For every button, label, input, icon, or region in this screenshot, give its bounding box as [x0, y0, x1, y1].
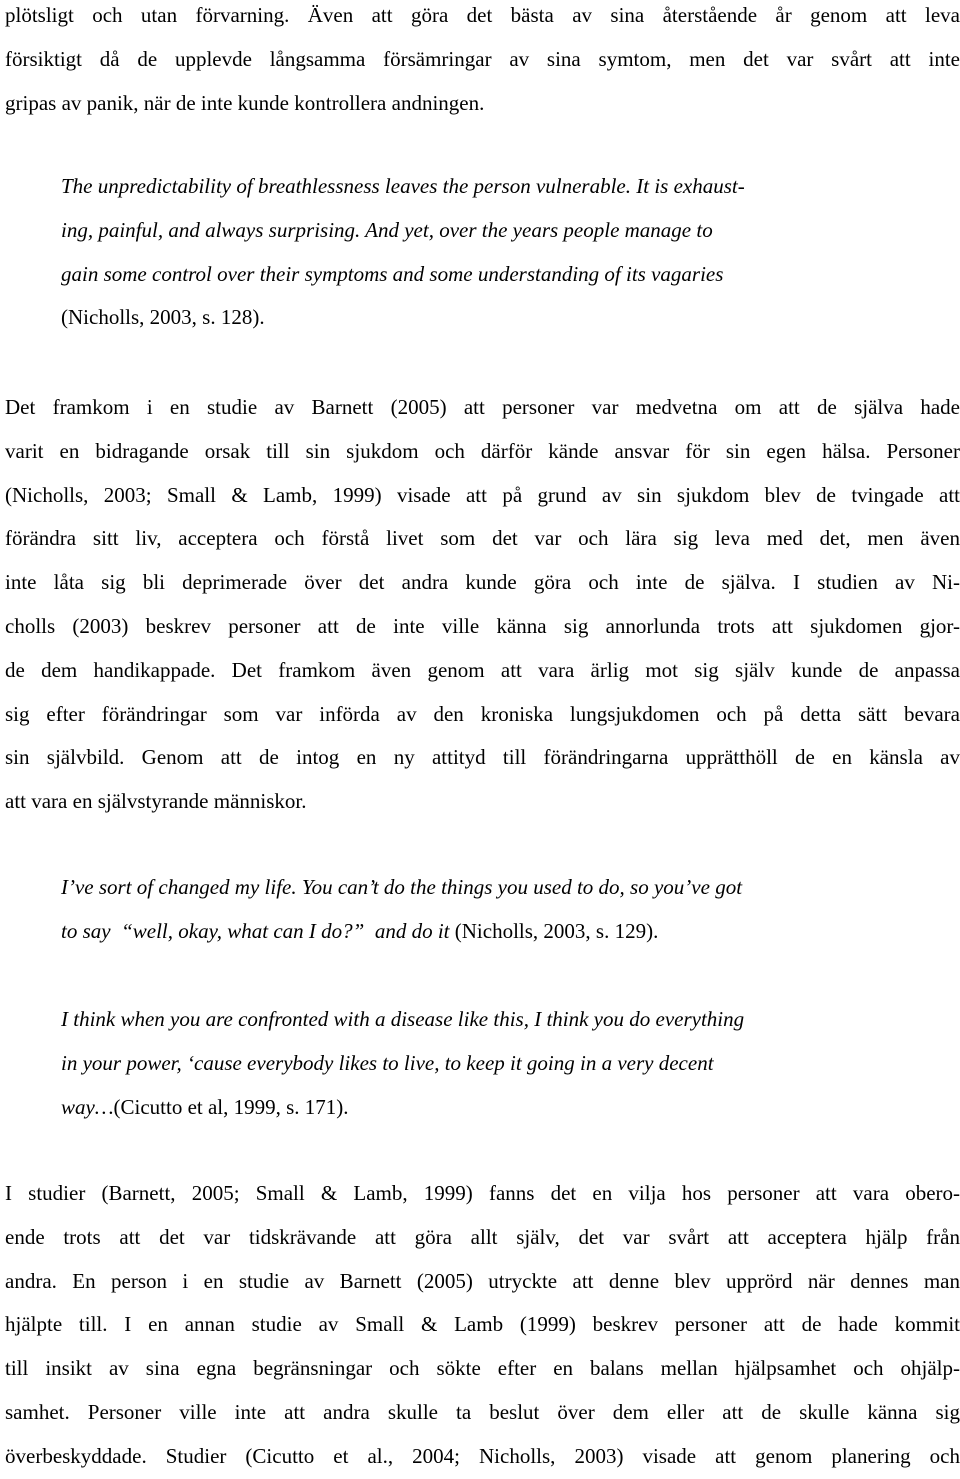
quote-line: I’ve sort of changed my life. You can’t do the things you used to do, so you’ve got	[61, 875, 743, 899]
text-line: hjälpte till. I en annan studie av Small & Lamb (1999) beskrev personer att de hade kommit	[5, 1312, 960, 1337]
block-quote	[61, 866, 960, 954]
text-line: samhet. Personer ville inte att andra skulle ta beslut över dem eller att de skulle känna sig	[5, 1399, 960, 1424]
text-line: sig efter förändringar som var införda av den kroniska lungsjukdomen och på detta sätt bevara	[5, 701, 960, 726]
text-line: förändra sitt liv, acceptera och förstå livet som det var och lära sig leva med det, men även	[5, 526, 960, 551]
quote-citation: (Nicholls, 2003, s. 128).	[61, 305, 265, 330]
quote-citation: (Nicholls, 2003, s. 129).	[454, 918, 659, 943]
quote-line: I think when you are confronted with a disease like this, I think you do everything	[61, 1007, 745, 1031]
text-line: till insikt av sina egna begränsningar och sökte efter en balans mellan hjälpsamhet och ohjälp-	[5, 1356, 960, 1381]
paragraph	[5, 386, 960, 824]
text-line: försiktigt då de upplevde långsamma försämringar av sina symtom, men det var svårt att inte	[5, 46, 960, 71]
text-line: de dem handikappade. Det framkom även genom att vara ärlig mot sig själv kunde de anpassa	[5, 657, 960, 682]
text-line: Det framkom i en studie av Barnett (2005) att personer var medvetna om att de själva hade	[5, 395, 960, 419]
text-line: ende trots att det var tidskrävande att göra allt själv, det var svårt att acceptera hjälp från	[5, 1224, 960, 1249]
text-line: inte låta sig bli deprimerade över det andra kunde göra och inte de själva. I studien av Ni-	[5, 570, 960, 595]
text-line: andra. En person i en studie av Barnett (2005) utryckte att denne blev upprörd när dennes man	[5, 1268, 960, 1293]
quote-line	[61, 910, 960, 954]
quote-citation: (Cicutto et al, 1999, s. 171).	[113, 1094, 349, 1119]
text-line: gripas av panik, när de inte kunde kontrollera andningen.	[5, 90, 485, 115]
text-line: cholls (2003) beskrev personer att de inte ville känna sig annorlunda trots att sjukdomen gjor-	[5, 613, 960, 638]
text-line: I studier (Barnett, 2005; Small & Lamb, 1999) fanns det en vilja hos personer att vara obero-	[5, 1181, 960, 1205]
quote-text: way…	[61, 1094, 114, 1119]
quote-line: The unpredictability of breathlessness leaves the person vulnerable. It is exhaust-	[61, 174, 745, 198]
quote-text: to say “well, okay, what can I do?” and do it	[61, 918, 455, 943]
quote-line: in your power, ‘cause everybody likes to live, to keep it going in a very decent	[61, 1050, 714, 1075]
paragraph	[5, 1172, 960, 1479]
text-line: varit en bidragande orsak till sin sjukdom och därför kände ansvar för sin egen hälsa. Personer	[5, 438, 960, 463]
quote-line: ing, painful, and always surprising. And yet, over the years people manage to	[61, 217, 713, 242]
quote-line: gain some control over their symptoms and some understanding of its vagaries	[61, 261, 724, 286]
block-quote	[61, 998, 960, 1129]
paragraph-continuation	[5, 0, 960, 125]
block-quote	[61, 165, 960, 340]
text-line: sin självbild. Genom att de intog en ny attityd till förändringarna upprätthöll de en känsla av	[5, 745, 960, 770]
text-line: att vara en självstyrande människor.	[5, 789, 307, 814]
text-line: överbeskyddade. Studier (Cicutto et al., 2004; Nicholls, 2003) visade att genom planering och	[5, 1443, 960, 1468]
quote-line	[61, 1086, 960, 1130]
text-line: (Nicholls, 2003; Small & Lamb, 1999) visade att på grund av sin sjukdom blev de tvingade att	[5, 482, 960, 507]
text-line: plötsligt och utan förvarning. Även att göra det bästa av sina återstående år genom att leva	[5, 3, 960, 27]
